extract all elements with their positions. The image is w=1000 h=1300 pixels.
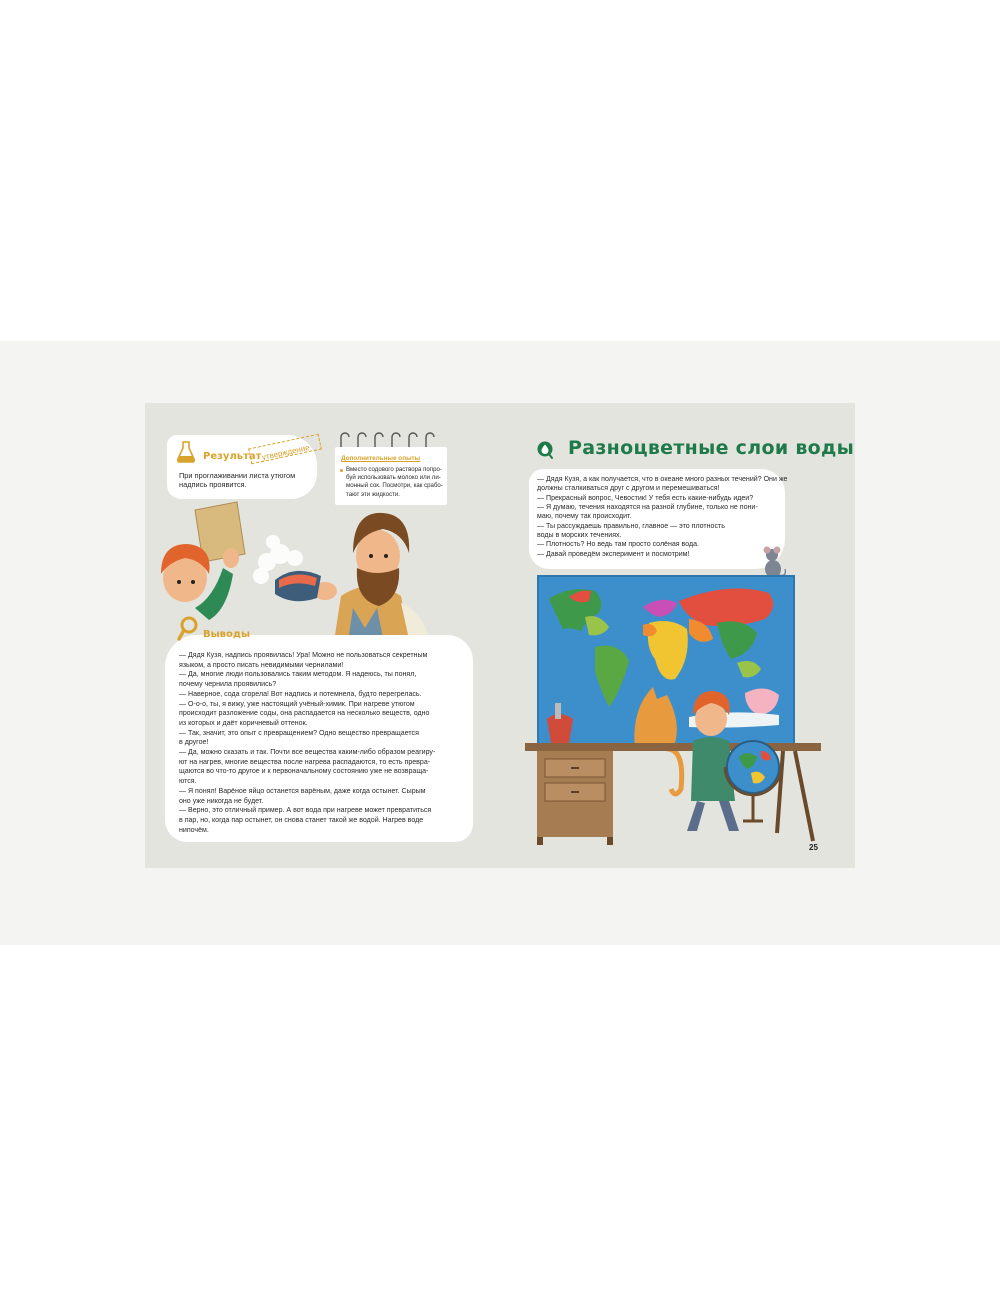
flask-icon (177, 441, 195, 463)
conclusions-text: — Дядя Кузя, надпись проявилась! Ура! Можно не пользоваться секретным языком, а просто писать невидимыми чернилами! — Да, многие люди пользовались таким методом. Я надеюсь, ты понял, почему чернила проявились? — Наверное, сода сгорела! Вот надпись и потемнела, будто перегрелась. — О-о-о, ты, я вижу, уже настоящий учёный-химик. При нагреве утюгом происходит разложение соды, она распадается на несколько веществ, одно из которых и даёт коричневый оттенок. — Так, значит, это опыт с превращением? Одно вещество превращается в другое! — Да, можно сказать и так. Почти все вещества каким-либо образом реагиру- ют на нагрев, многие вещества после нагрева распадаются, то есть превра- щаются во что-то другое и к первоначальному состоянию уже не возвраща- ются. — Я понял! Варёное яйцо останется варёным, даже когда остынет. Сырым оно уже никогда не будет. — Верно, это отличный пример. А вот вода при нагреве может превратиться в пар, но, когда пар остынет, он снова станет такой же водой. Нагрев воде нипочём. (179, 652, 436, 834)
extra-experiments-text: Вместо содового раствора попро- буй использовать молоко или ли- монный сок. Посмотри, как срабо- тают эти жидкости. (346, 466, 443, 498)
confirmation-stamp-text: утверждение (261, 442, 311, 462)
book-spread (145, 403, 855, 868)
illustration-ironing (155, 498, 475, 648)
page-title: Разноцветные слои воды (568, 437, 855, 459)
extra-experiments-heading: Дополнительные опыты (341, 455, 421, 462)
result-text: При проглаживании листа утюгом надпись проявится. (179, 471, 296, 490)
magnifier-icon (177, 615, 199, 641)
mouse-illustration (757, 545, 787, 579)
conclusions-heading: Выводы (203, 629, 250, 640)
dialog-text: — Дядя Кузя, а как получается, что в океане много разных течений? Они же должны сталкиваться друг с другом и перемешиваться! — Прекрасный вопрос, Чевостик! У тебя есть какие-нибудь идеи? — Я думаю, течения находятся на разной глубине, только не пони- маю, почему так происходит. — Ты рассуждаешь правильно, главное — это плотность воды в морских течениях. — Плотность? Но ведь там просто солёная вода. — Давай проведём эксперимент и посмотрим! (537, 476, 788, 558)
illustration-desk-globe (525, 673, 845, 853)
bullet-dot (340, 469, 343, 472)
result-heading: Результат (203, 451, 262, 462)
water-drop-icon (537, 441, 553, 459)
page-number: 25 (809, 843, 818, 852)
